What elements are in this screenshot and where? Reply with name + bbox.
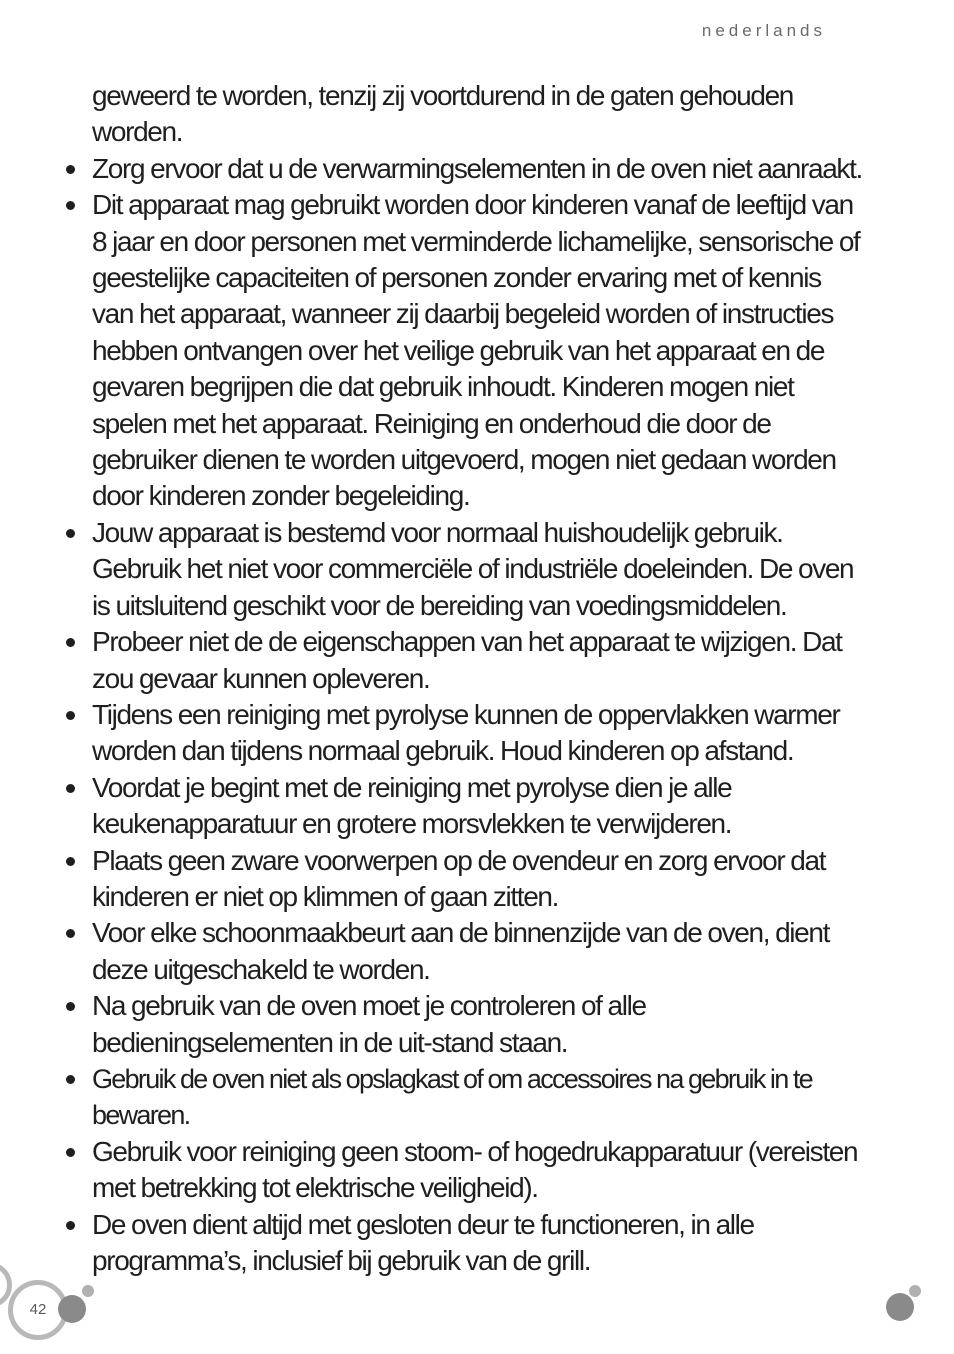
- list-item-text: Voordat je begint met de reiniging met pyrolyse dien je alle keukenapparatuur en grotere morsvlekken te verwijderen.: [92, 771, 732, 840]
- list-item: [63, 1134, 863, 1207]
- list-item: [63, 915, 863, 988]
- list-item-text: Na gebruik van de oven moet je controleren of alle bedieningselementen in de uit-stand staan.: [92, 990, 646, 1058]
- list-item-text: Tijdens een reiniging met pyrolyse kunnen de oppervlakken warmer worden dan tijdens normaal gebruik. Houd kinderen op afstand.: [92, 698, 840, 767]
- list-item-text: Probeer niet de de eigenschappen van het apparaat te wijzigen. Dat zou gevaar kunnen opleveren.: [92, 626, 842, 694]
- decorative-dot-icon: [886, 1293, 914, 1321]
- bullet-icon: [66, 529, 75, 538]
- list-item-text: Plaats geen zware voorwerpen op de ovendeur en zorg ervoor dat kinderen er niet op klimmen of gaan zitten.: [92, 844, 826, 912]
- list-item-text: Zorg ervoor dat u de verwarmingselementen in de oven niet aanraakt.: [92, 152, 862, 184]
- bullet-icon: [66, 929, 75, 938]
- page-content: [63, 78, 863, 1279]
- bullet-icon: [66, 638, 75, 647]
- bullet-icon: [66, 165, 75, 174]
- list-item-text: De oven dient altijd met gesloten deur te functioneren, in alle programma’s, inclusief bij gebruik van de grill.: [92, 1208, 754, 1276]
- language-header: nederlands: [701, 21, 826, 40]
- list-item: [63, 1061, 863, 1134]
- bullet-icon: [66, 1221, 75, 1230]
- bullet-icon: [66, 857, 75, 866]
- bullet-icon: [66, 1075, 75, 1084]
- list-item: [63, 624, 863, 697]
- decorative-dot-icon: [58, 1295, 86, 1323]
- bullet-icon: [66, 711, 75, 720]
- list-item: [63, 515, 863, 624]
- list-item: [63, 988, 863, 1061]
- list-item: [63, 187, 863, 515]
- list-item-text: Gebruik de oven niet als opslagkast of om accessoires na gebruik in te bewaren.: [92, 1063, 812, 1131]
- list-item: [63, 151, 863, 187]
- list-item-text: Dit apparaat mag gebruikt worden door kinderen vanaf de leeftijd van 8 jaar en door personen met verminderde lichamelijke, sensorische of geestelijke capaciteiten of personen zonder ervaring met of kennis van het apparaat, wanneer zij daarbij begeleid worden of instructies hebben ontvangen over het veilige gebruik van het apparaat en de gevaren begrijpen die dat gebruik inhoudt. Kinderen mogen niet spelen met het apparaat. Reiniging en onderhoud die door de gebruiker dienen te worden uitgevoerd, mogen niet gedaan worden door kinderen zonder begeleiding.: [92, 189, 860, 512]
- continuation-paragraph: geweerd te worden, tenzij zij voortdurend in de gaten gehouden worden.: [92, 80, 794, 148]
- list-item: [63, 770, 863, 843]
- list-item-text: Voor elke schoonmaakbeurt aan de binnenzijde van de oven, dient deze uitgeschakeld te worden.: [92, 917, 830, 985]
- page-number: 42: [29, 1301, 47, 1318]
- bullet-icon: [66, 1002, 75, 1011]
- bullet-icon: [66, 201, 75, 210]
- safety-instructions-list: [63, 151, 863, 1280]
- list-item: [63, 1207, 863, 1280]
- decorative-dot-icon: [909, 1285, 921, 1297]
- decorative-dot-icon: [82, 1285, 94, 1297]
- list-item: [63, 843, 863, 916]
- bullet-icon: [66, 1148, 75, 1157]
- list-item-text: Gebruik voor reiniging geen stoom- of hogedrukapparatuur (vereisten met betrekking tot elektrische veiligheid).: [92, 1135, 858, 1204]
- bullet-icon: [66, 784, 75, 793]
- list-item-text: Jouw apparaat is bestemd voor normaal huishoudelijk gebruik. Gebruik het niet voor commerciële of industriële doeleinden. De oven is uitsluitend geschikt voor de bereiding van voedingsmiddelen.: [92, 516, 854, 621]
- list-item: [63, 697, 863, 770]
